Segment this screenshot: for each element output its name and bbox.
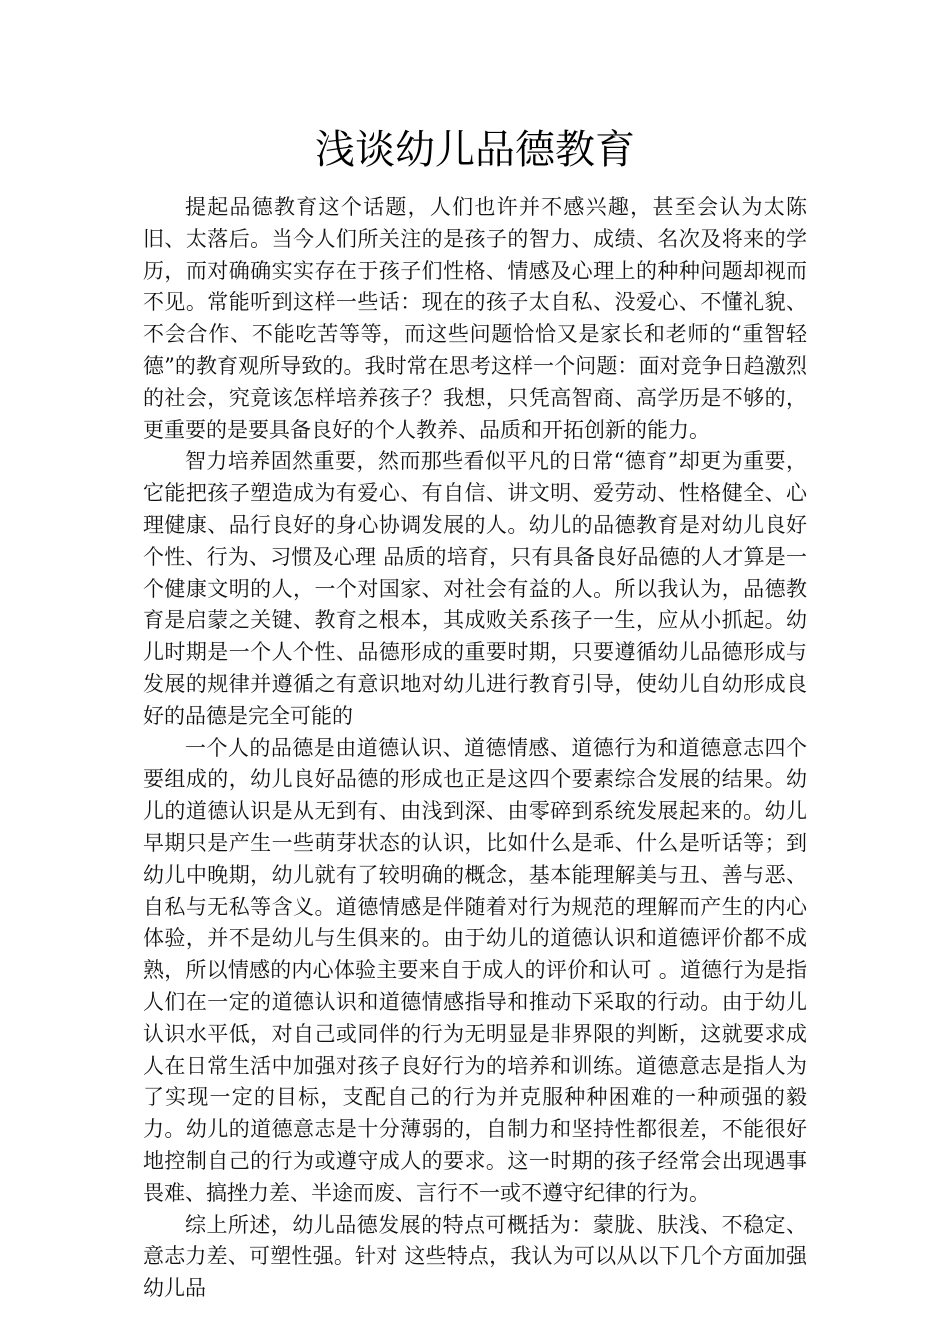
paragraph-3: 一个人的品德是由道德认识、道德情感、道德行为和道德意志四个要组成的，幼儿良好品德的形成也正是这四个要素综合发展的结果。幼儿的道德认识是从无到有、由浅到深、由零碎到系统发展起来的。幼儿早期只是产生一些萌芽状态的认识，比如什么是乖、什么是听话等；到幼儿中晚期，幼儿就有了较明确的概念，基本能理解美与丑、善与恶、自私与无私等含义。道德情感是伴随着对行为规范的理解而产生的内心体验，并不是幼儿与生俱来的。由于幼儿的道德认识和道德评价都不成熟，所以情感的内心体验主要来自于成人的评价和认可 。道德行为是指人们在一定的道德认识和道德情感指导和推动下采取的行动。由于幼儿认识水平低，对自己或同伴的行为无明显是非界限的判断，这就要求成人在日常生活中加强对孩子良好行为的培养和训练。道德意志是指人为了实现一定的目标，支配自己的行为并克服种种困难的一种顽强的毅力。幼儿的道德意志是十分薄弱的，自制力和坚持性都很差，不能很好地控制自己的行为或遵守成人的要求。这一时期的孩子经常会出现遇事畏难、搞挫力差、半途而废、言行不一或不遵守纪律的行为。 — [143, 735, 807, 1205]
paragraph-4: 综上所述，幼儿品德发展的特点可概括为：蒙胧、肤浅、不稳定、意志力差、可塑性强。针对 这些特点，我认为可以从以下几个方面加强幼儿品 — [143, 1212, 807, 1301]
paragraph-2: 智力培养固然重要，然而那些看似平凡的日常“德育”却更为重要，它能把孩子塑造成为有爱心、有自信、讲文明、爱劳动、性格健全、心理健康、品行良好的身心协调发展的人。幼儿的品德教育是对幼儿良好个性、行为、习惯及心理 品质的培育，只有具备良好品德的人才算是一个健康文明的人，一个对国家、对社会有益的人。所以我认为，品德教育是启蒙之关键、教育之根本，其成败关系孩子一生，应从小抓起。幼儿时期是一个人个性、品德形成的重要时期，只要遵循幼儿品德形成与发展的规律并遵循之有意识地对幼儿进行教育引导，使幼儿自幼形成良好的品德是完全可能的 — [143, 449, 807, 728]
document-title: 浅谈幼儿品德教育 — [315, 127, 635, 173]
document-body — [143, 192, 807, 1305]
paragraph-1: 提起品德教育这个话题，人们也许并不感兴趣，甚至会认为太陈旧、太落后。当今人们所关注的是孩子的智力、成绩、名次及将来的学历，而对确确实实存在于孩子们性格、情感及心理上的种种问题却视而不见。常能听到这样一些话：现在的孩子太自私、没爱心、不懂礼貌、不会合作、不能吃苦等等，而这些问题恰恰又是家长和老师的“重智轻德”的教育观所导致的。我时常在思考这样一个问题：面对竞争日趋激烈的社会，究竟该怎样培养孩子？我想，只凭高智商、高学历是不够的，更重要的是要具备良好的个人教养、品质和开拓创新的能力。 — [143, 195, 807, 442]
